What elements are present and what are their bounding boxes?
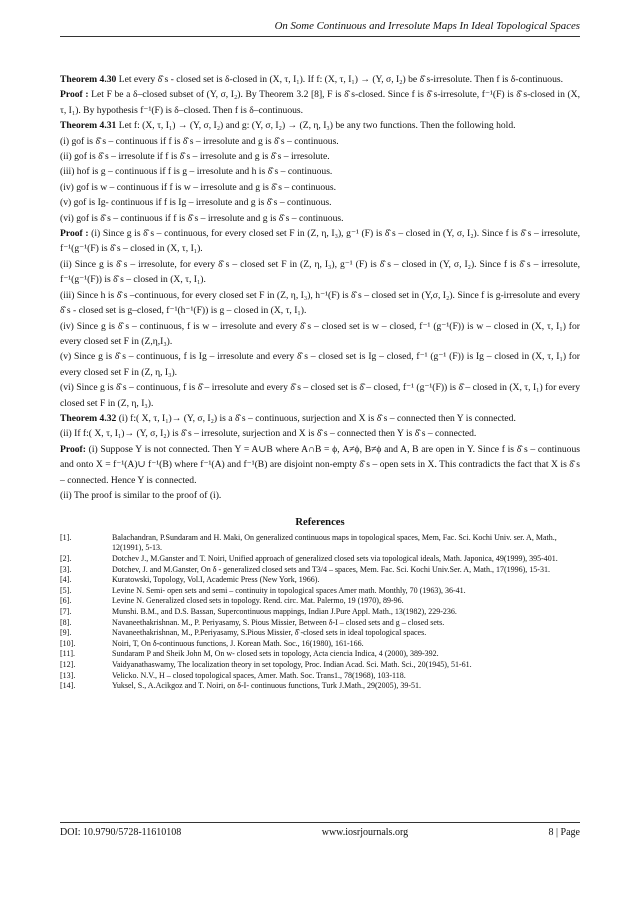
reference-number: [10]. [60,638,76,648]
reference-item [60,681,580,692]
reference-text: Dotchev, J. and M.Ganster, On δ - generalized closed sets and T3/4 – spaces, Mem. Fac. Sci. Kochi Univ.Ser. A, Math., 17(1996), 15-31. [112,564,550,574]
theorem-label: Theorem 4.30 [60,74,117,85]
proof-paragraph: (v) Since g is δ̂ s – continuous, f is Ig – irresolute and every δ̂ s – closed set is Ig – closed, f⁻¹ (g⁻¹ (F)) is Ig – closed in (X, τ, I₁) for every closed set F in (Z, η, I₃). [60,351,580,378]
theorem-4-32 [60,411,580,426]
theorem-text-ii: (ii) If f:( X, τ, I₁)→ (Y, σ, I₂) is δ̂ s – irresolute, surjection and X is δ̂ s – connected then Y is δ̂ s – connected. [60,428,477,440]
reference-number: [5]. [60,585,72,595]
footer-page-number: 8 | Page [548,827,580,838]
reference-text: Balachandran, P.Sundaram and H. Maki, On generalized continuous maps in topological spaces, Mem, Fac. Sci. Kochi Univ. ser. A, Math., 12(1991), 5-13. [112,532,557,553]
theorem-label: Theorem 4.32 [60,412,117,424]
reference-item [60,607,580,618]
proof-4-31-part-i [60,226,580,257]
reference-item [60,618,580,629]
proof-paragraph: (ii) Since g is δ̂ s – irresolute, for every δ̂ s – closed set F in (Z, η, I₃), g⁻¹ (F) is δ̂ s – closed in (Y, σ, I₂). Since f is δ̂ s – irresolute, f⁻¹(g⁻¹(F)) is δ̂ s – closed in (X, τ, I₁). [60,258,580,286]
proof-paragraph: (vi) Since g is δ̂ s – continuous, f is δ̂ – irresolute and every δ̂ s – closed set is δ̂ – closed, f⁻¹ (g⁻¹(F)) is δ̂ – closed in (X, τ, I₁) for every closed set F in (Z, η, I₃). [60,382,580,409]
reference-text: Vaidyanathaswamy, The localization theory in set topology, Proc. Indian Acad. Sci. Math. Sci., 20(1945), 51-61. [112,659,472,669]
reference-text: Velicko. N.V., H – closed topological spaces, Amer. Math. Soc. Trans1., 78(1968), 103-118. [112,670,406,680]
proof-paragraph: (iv) Since g is δ̂ s – continuous, f is w – irresolute and every δ̂ s – closed set is w – closed, f⁻¹ (g⁻¹(F)) is w – closed in (X, τ, I₁) for every closed set F in (Z,η,I₃). [60,320,580,347]
reference-item [60,554,580,565]
reference-number: [7]. [60,606,72,616]
reference-item [60,575,580,586]
reference-item [60,671,580,682]
reference-text: Noiri, T, On δ-continuous functions, J. Korean Math. Soc., 16(1980), 161-166. [112,638,364,648]
theorem-4-30 [60,72,580,87]
running-title: On Some Continuous and Irresolute Maps In Ideal Topological Spaces [274,20,580,32]
reference-text: Levine N. Generalized closed sets in topology. Rend. circ. Mat. Palermo, 19 (1970), 89-96. [112,596,404,606]
reference-item [60,628,580,639]
proof-paragraph: (iii) Since h is δ̂ s –continuous, for every closed set F in (Z, η, I₃), h⁻¹(F) is δ̂ s – closed set in (Y,σ, I₂). Since f is g-irresolute and every δ̂ s - closed set is g–closed, f⁻¹(h⁻¹(F)) is g – closed in (X, τ, I₁). [60,289,580,317]
reference-item [60,533,580,554]
reference-number: [12]. [60,659,76,669]
reference-item [60,586,580,597]
theorem-item: (v) gof is Ig- continuous if f is Ig – irresolute and g is δ̂ s – continuous. [60,197,332,209]
reference-number: [11]. [60,649,76,659]
reference-item [60,565,580,576]
reference-item [60,660,580,671]
reference-number: [3]. [60,564,72,574]
reference-text: Levine N. Semi- open sets and semi – continuity in topological spaces Amer math. Monthly, 70 (1963), 36-41. [112,585,466,595]
reference-number: [8]. [60,617,72,627]
theorem-label: Theorem 4.31 [60,120,117,132]
proof-label: Proof: [60,443,86,455]
reference-text: Munshi. B.M., and D.S. Bassan, Supercontinuous mappings, Indian J.Pure Appl. Math., 13(1982), 229-236. [112,606,457,616]
proof-text: Let F be a δ–closed subset of (Y, σ, I₂). By Theorem 3.2 [8], F is δ̂ s-closed. Since f is δ̂ s-irresolute, f⁻¹(F) is δ̂ s-closed in (X, τ, I₁). By hypothesis f⁻¹(F) is δ–closed. Then f is δ–continuous. [60,89,581,116]
footer-site: www.iosrjournals.org [321,827,409,838]
reference-text: Kuratowski, Topology, Vol.I, Academic Press (New York, 1966). [112,575,320,585]
proof-4-30 [60,87,580,118]
theorem-item: (i) gof is δ̂ s – continuous if f is δ̂ s – irresolute and g is δ̂ s – continuous. [60,135,339,147]
proof-4-32 [60,442,580,488]
reference-number: [6]. [60,596,72,606]
theorem-item: (ii) gof is δ̂ s – irresolute if f is δ̂ s – irresolute and g is δ̂ s – irresolute. [60,151,330,163]
proof-text: (i) Since g is δ̂ s – continuous, for every closed set F in (Z, η, I₃), g⁻¹ (F) is δ̂ s – closed in (Y, σ, I₂). Since f is δ̂ s – irresolute, f⁻¹(g⁻¹(F) is δ̂ s – closed in (X, τ, I₁). [60,228,580,255]
reference-item [60,639,580,650]
proof-label: Proof : [60,228,89,240]
theorem-item: (iii) hof is g – continuous if f is g – irresolute and h is δ̂ s – continuous. [60,166,333,178]
reference-text: Navaneethakrishnan. M., P. Periyasamy, S. Pious Missier, Between δ-I – closed sets and g – closed sets. [112,617,445,627]
reference-number: [13]. [60,670,76,680]
reference-text: Sundaram P and Sheik John M, On w- closed sets in topology, Acta ciencia Indica, 4 (2000), 389-392. [112,649,439,659]
reference-item [60,596,580,607]
reference-number: [9]. [60,628,72,638]
reference-text: Yuksel, S., A.Acikgoz and T. Noiri, on δ-I- continuous functions, Turk J.Math., 29(2005), 39-51. [112,681,422,691]
page-body [60,72,580,692]
reference-item [60,649,580,660]
theorem-item: (iv) gof is w – continuous if f is w – irresolute and g is δ̂ s – continuous. [60,181,337,193]
theorem-text: Let every δ̂ s - closed set is δ-closed in (X, τ, I₁). If f: (X, τ, I₁) → (Y, σ, I₂) be δ̂ s-irresolute. Then f is δ-continuous. [118,74,563,85]
reference-number: [4]. [60,575,72,585]
reference-text: Dotchev J., M.Ganster and T. Noiri, Unified approach of generalized closed sets via topological ideals, Math. Japonica, 49(1999), 395-401. [112,553,558,563]
references-list [60,533,580,692]
running-header [60,20,580,37]
theorem-text: Let f: (X, τ, I₁) → (Y, σ, I₂) and g: (Y, σ, I₂) → (Z, η, I₃) be any two functions. Then the following hold. [118,120,516,132]
theorem-item: (vi) gof is δ̂ s – continuous if f is δ̂ s – irresolute and g is δ̂ s – continuous. [60,212,344,224]
references-heading: References [295,517,345,529]
proof-label: Proof : [60,89,89,101]
reference-number: [14]. [60,681,76,691]
proof-text-ii: (ii) The proof is similar to the proof of (i). [60,489,222,501]
theorem-4-31 [60,118,580,133]
footer-doi: DOI: 10.9790/5728-11610108 [60,827,182,838]
reference-number: [1]. [60,532,72,542]
proof-text: (i) Suppose Y is not connected. Then Y = A∪B where A∩B = ϕ, A≠ϕ, B≠ϕ and A, B are open in Y. Since f is δ̂ s – continuous and onto X = f⁻¹(A)∪ f⁻¹(B) where f⁻¹(A) and f⁻¹(B) are disjoint non-empty δ̂ s – open sets in X. This contradicts the fact that X is δ̂ s – connected. Hence Y is connected. [60,443,580,486]
page-footer [60,822,580,838]
reference-number: [2]. [60,553,72,563]
reference-text: Navaneethakrishnan, M., P.Periyasamy, S.Pious Missier, δ̂ -closed sets in ideal topological spaces. [112,628,427,638]
theorem-text: (i) f:( X, τ, I₁)→ (Y, σ, I₂) is a δ̂ s – continuous, surjection and X is δ̂ s – connected then Y is connected. [118,412,516,424]
